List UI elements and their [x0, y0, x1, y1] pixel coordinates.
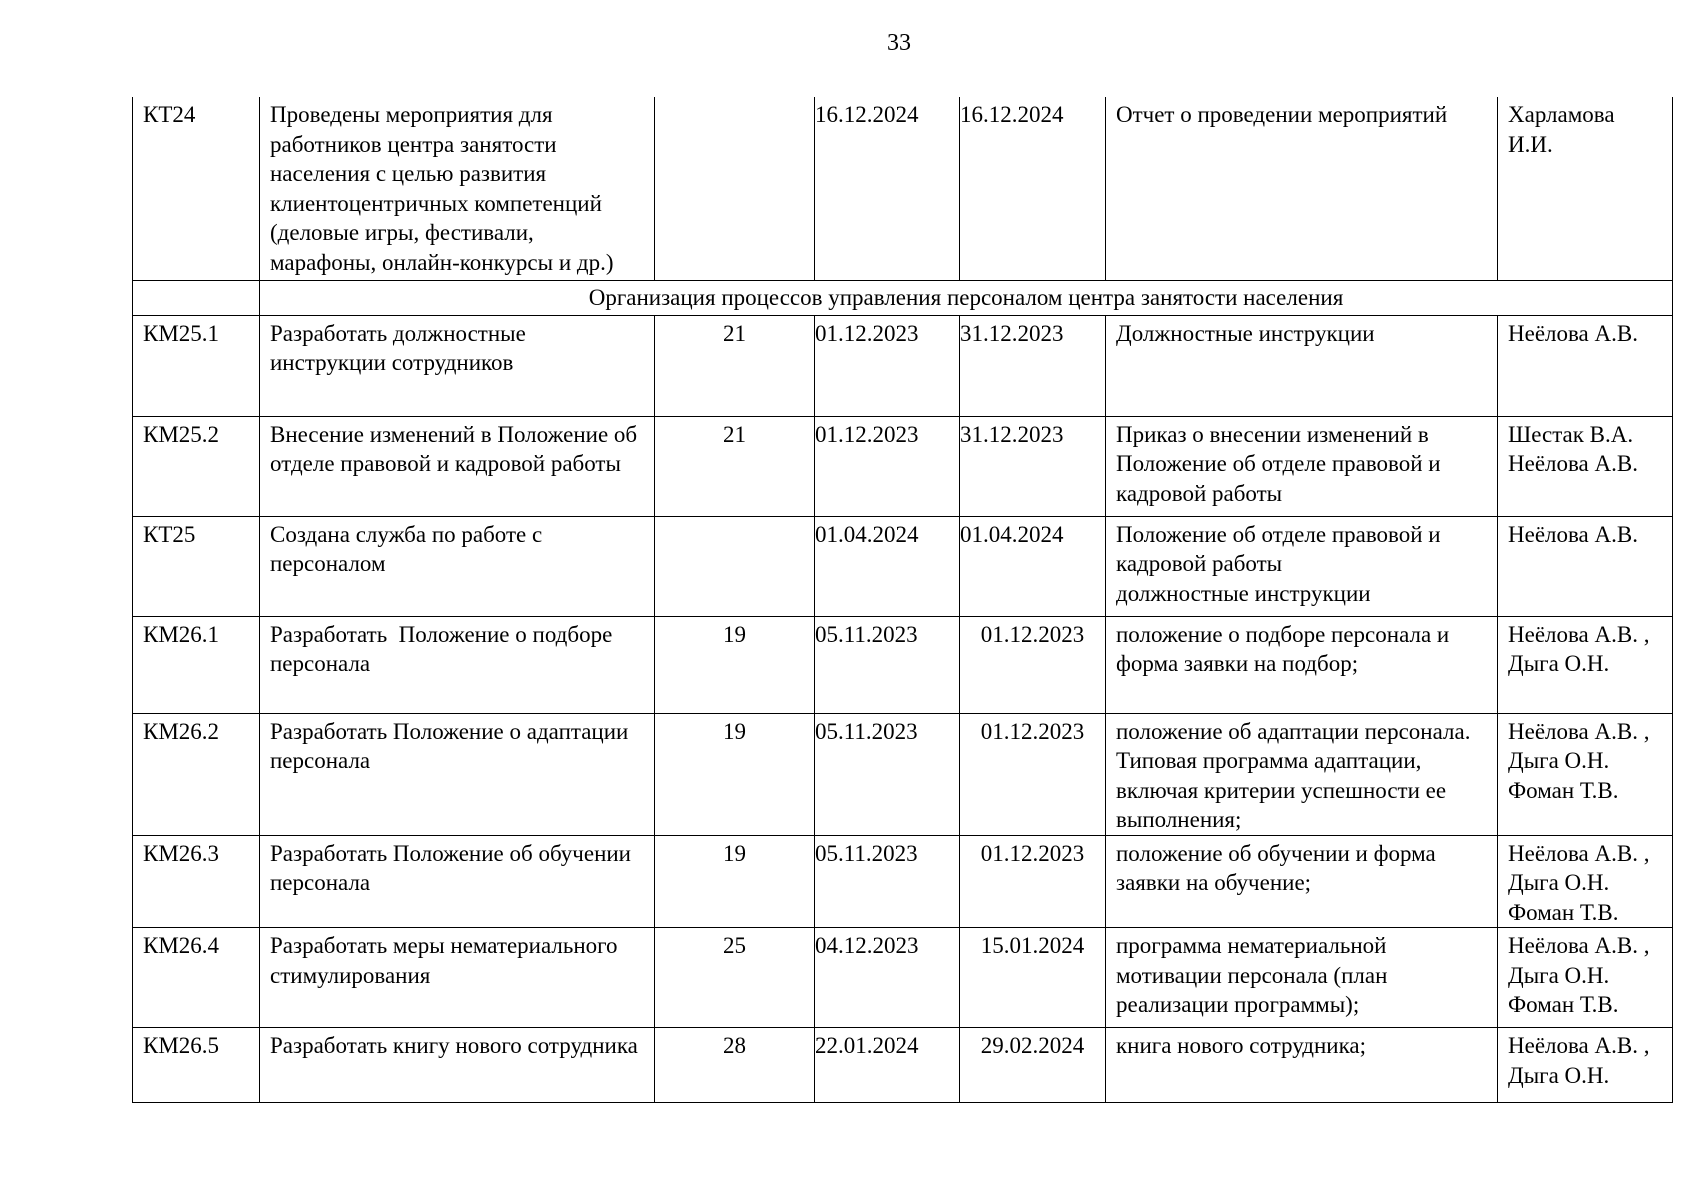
row-task: Разработать должностные инструкции сотрудников [260, 315, 655, 416]
row-responsible: Неёлова А.В. [1498, 516, 1673, 616]
row-result: Приказ о внесении изменений в Положение об отделе правовой и кадровой работы [1106, 416, 1498, 516]
row-responsible [1498, 835, 1673, 928]
row-result: положение о подборе персонала и форма заявки на подбор; [1106, 616, 1498, 713]
table-row [133, 315, 1673, 416]
row-task: Разработать Положение об обучении персонала [260, 835, 655, 928]
row-end-date: 16.12.2024 [960, 97, 1106, 280]
responsible-line: Шестак В.А. [1508, 421, 1634, 447]
row-responsible [1498, 616, 1673, 713]
row-result: книга нового сотрудника; [1106, 1028, 1498, 1103]
row-start-date: 05.11.2023 [815, 713, 960, 835]
row-task: Разработать Положение о подборе персонала [260, 616, 655, 713]
row-days: 21 [655, 315, 815, 416]
table-row [133, 516, 1673, 616]
table-row [133, 1028, 1673, 1103]
row-result: Отчет о проведении мероприятий [1106, 97, 1498, 280]
result-line: Положение об отделе правовой и кадровой работы [1116, 521, 1441, 576]
row-result: положение об адаптации персонала. Типовая программа адаптации, включая критерии успешности ее выполнения; [1106, 713, 1498, 835]
row-end-date: 31.12.2023 [960, 416, 1106, 516]
row-task: Разработать Положение о адаптации персонала [260, 713, 655, 835]
responsible-line: Фоман Т.В. [1508, 992, 1619, 1017]
table-row [133, 616, 1673, 713]
row-code: КМ25.1 [133, 315, 260, 416]
row-responsible [1498, 1028, 1673, 1103]
row-end-date: 01.12.2023 [960, 616, 1106, 713]
section-title: Организация процессов управления персоналом центра занятости населения [260, 280, 1673, 315]
row-responsible [1498, 713, 1673, 835]
row-start-date: 05.11.2023 [815, 616, 960, 713]
responsible-line: Дыга О.Н. [1508, 748, 1610, 773]
row-days [655, 97, 815, 280]
row-start-date: 22.01.2024 [815, 1028, 960, 1103]
table-row [133, 713, 1673, 835]
row-responsible: Харламова И.И. [1498, 97, 1673, 280]
row-code: КМ26.1 [133, 616, 260, 713]
responsible-line: Фоман Т.В. [1508, 899, 1619, 925]
row-start-date: 01.12.2023 [815, 416, 960, 516]
row-task: Внесение изменений в Положение об отделе правовой и кадровой работы [260, 416, 655, 516]
responsible-line: Неёлова А.В. , [1508, 718, 1650, 744]
responsible-line: Неёлова А.В. , [1508, 1033, 1650, 1058]
row-end-date: 31.12.2023 [960, 315, 1106, 416]
row-end-date: 01.12.2023 [960, 835, 1106, 928]
row-days: 25 [655, 928, 815, 1028]
row-responsible [1498, 416, 1673, 516]
page-number: 33 [887, 30, 911, 56]
row-code: КТ25 [133, 516, 260, 616]
responsible-line: Неёлова А.В. , [1508, 840, 1650, 866]
responsible-line: Фоман Т.В. [1508, 777, 1619, 803]
row-start-date: 16.12.2024 [815, 97, 960, 280]
row-start-date: 01.04.2024 [815, 516, 960, 616]
responsible-line: Дыга О.Н. [1508, 651, 1610, 676]
row-end-date: 01.04.2024 [960, 516, 1106, 616]
row-days: 19 [655, 713, 815, 835]
row-responsible: Неёлова А.В. [1498, 315, 1673, 416]
responsible-line: Неёлова А.В. [1508, 451, 1638, 476]
result-line: должностные инструкции [1116, 580, 1371, 606]
row-end-date: 15.01.2024 [960, 928, 1106, 1028]
row-task: Создана служба по работе с персоналом [260, 516, 655, 616]
row-days: 19 [655, 616, 815, 713]
responsible-line: Дыга О.Н. [1508, 1062, 1610, 1088]
table-row [133, 835, 1673, 928]
row-responsible [1498, 928, 1673, 1028]
table-row [133, 97, 1673, 280]
row-end-date: 29.02.2024 [960, 1028, 1106, 1103]
row-code: КМ26.3 [133, 835, 260, 928]
row-days: 19 [655, 835, 815, 928]
row-days: 21 [655, 416, 815, 516]
table-row [133, 928, 1673, 1028]
table-row [133, 416, 1673, 516]
row-code: КМ26.5 [133, 1028, 260, 1103]
row-code: КТ24 [133, 97, 260, 280]
plan-table [132, 97, 1673, 1103]
row-result [1106, 516, 1498, 616]
row-result: программа нематериальной мотивации персонала (план реализации программы); [1106, 928, 1498, 1028]
responsible-line: Дыга О.Н. [1508, 962, 1610, 988]
row-days: 28 [655, 1028, 815, 1103]
row-start-date: 05.11.2023 [815, 835, 960, 928]
row-start-date: 04.12.2023 [815, 928, 960, 1028]
row-code: КМ25.2 [133, 416, 260, 516]
responsible-line: Неёлова А.В. , [1508, 621, 1650, 647]
responsible-line: Дыга О.Н. [1508, 870, 1610, 895]
row-task: Проведены мероприятия для работников центра занятости населения с целью развития клиентоцентричных компетенций (деловые игры, фестивали, марафоны, онлайн-конкурсы и др.) [260, 97, 655, 280]
section-row [133, 280, 1673, 315]
responsible-line: Неёлова А.В. , [1508, 933, 1650, 958]
row-task: Разработать книгу нового сотрудника [260, 1028, 655, 1103]
row-task: Разработать меры нематериального стимулирования [260, 928, 655, 1028]
row-code: КМ26.4 [133, 928, 260, 1028]
row-code: КМ26.2 [133, 713, 260, 835]
row-days [655, 516, 815, 616]
row-start-date: 01.12.2023 [815, 315, 960, 416]
row-end-date: 01.12.2023 [960, 713, 1106, 835]
section-code-empty [133, 280, 260, 315]
row-result: Должностные инструкции [1106, 315, 1498, 416]
row-result: положение об обучении и форма заявки на обучение; [1106, 835, 1498, 928]
